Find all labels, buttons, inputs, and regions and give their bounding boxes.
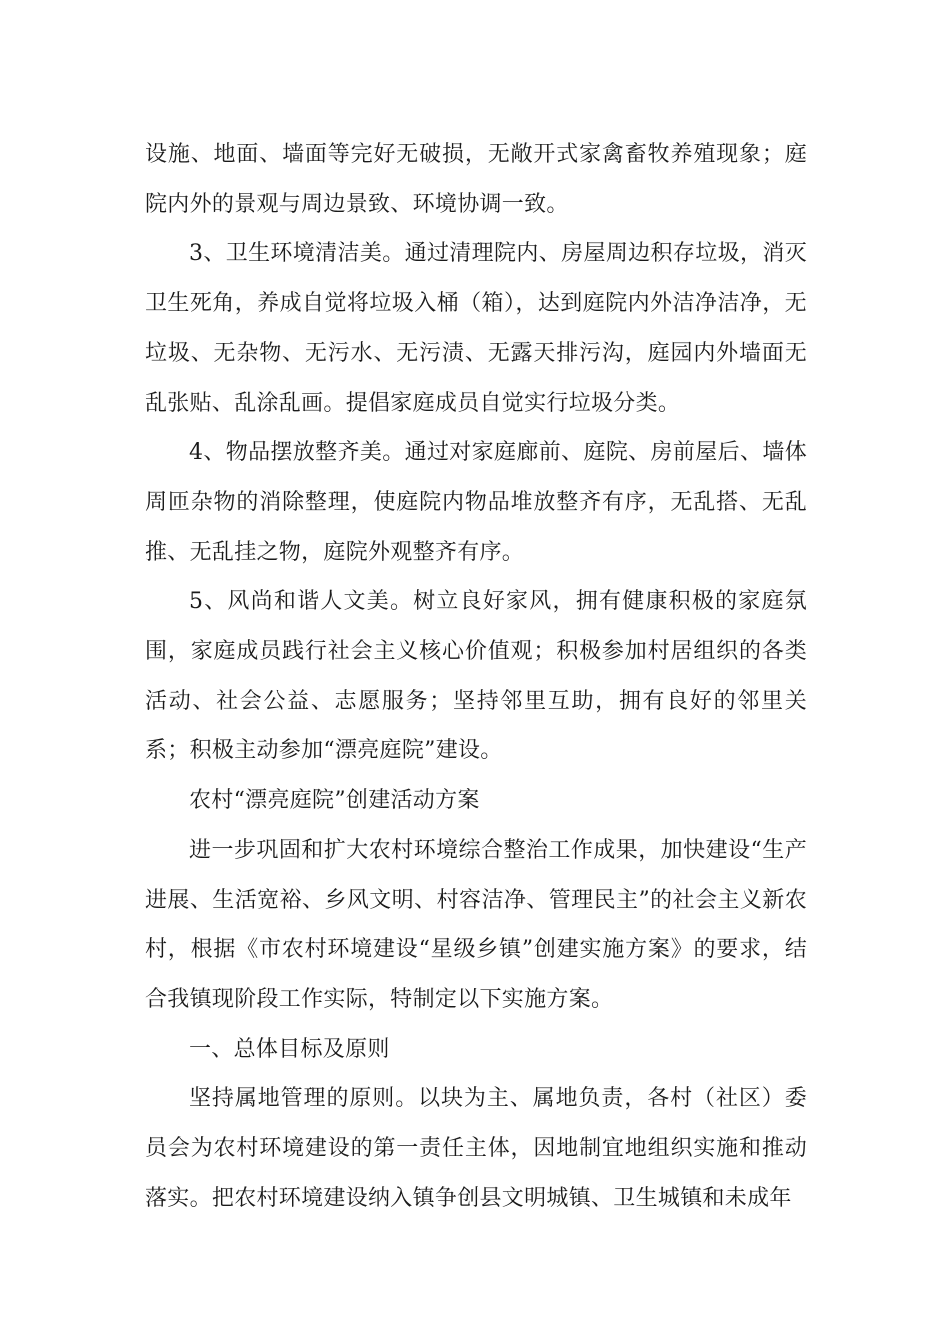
- paragraph-continuation: 设施、地面、墙面等完好无破损，无敞开式家禽畜牧养殖现象；庭院内外的景观与周边景致、环境协调一致。: [145, 142, 807, 217]
- paragraph-item-4: 4、物品摆放整齐美。通过对家庭廊前、庭院、房前屋后、墙体周匝杂物的消除整理，使庭院内物品堆放整齐有序，无乱搭、无乱推、无乱挂之物，庭院外观整齐有序。: [145, 440, 807, 565]
- paragraph-item-3: 3、卫生环境清洁美。通过清理院内、房屋周边积存垃圾，消灭卫生死角，养成自觉将垃圾入桶（箱），达到庭院内外洁净洁净，无垃圾、无杂物、无污水、无污渍、无露天排污沟，庭园内外墙面无乱张贴、乱涂乱画。提倡家庭成员自觉实行垃圾分类。: [145, 241, 807, 416]
- document-body: [145, 130, 807, 1223]
- paragraph-item-5: 5、风尚和谐人文美。树立良好家风，拥有健康积极的家庭氛围，家庭成员践行社会主义核心价值观；积极参加村居组织的各类活动、社会公益、志愿服务；坚持邻里互助，拥有良好的邻里关系；积极主动参加“漂亮庭院”建设。: [145, 589, 807, 764]
- paragraph-intro: 进一步巩固和扩大农村环境综合整治工作成果，加快建设“生产进展、生活宽裕、乡风文明、村容洁净、管理民主”的社会主义新农村，根据《市农村环境建设“星级乡镇”创建实施方案》的要求，结合我镇现阶段工作实际，特制定以下实施方案。: [145, 837, 807, 1012]
- paragraph-principle: 坚持属地管理的原则。以块为主、属地负责，各村（社区）委员会为农村环境建设的第一责任主体，因地制宜地组织实施和推动落实。把农村环境建设纳入镇争创县文明城镇、卫生城镇和未成年: [145, 1086, 807, 1211]
- section-title: 农村“漂亮庭院”创建活动方案: [189, 788, 480, 814]
- section-heading-1: 一、总体目标及原则: [189, 1036, 390, 1062]
